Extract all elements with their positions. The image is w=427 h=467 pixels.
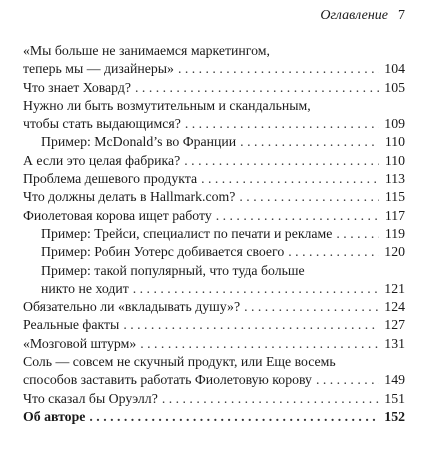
toc-entry[interactable] [23, 298, 405, 316]
toc-line [23, 97, 405, 115]
toc-entry-title: Обязательно ли «вкладывать душу»? [23, 299, 241, 315]
toc-page-number: 121 [384, 280, 405, 296]
toc-entry[interactable] [23, 170, 405, 188]
toc-page-number: 110 [384, 152, 405, 168]
toc-line [23, 280, 405, 298]
toc-line [23, 408, 405, 426]
toc-line [23, 316, 405, 334]
dot-leader [135, 79, 379, 97]
page-number: 7 [398, 8, 405, 23]
toc-entry[interactable] [23, 133, 405, 151]
toc-entry[interactable] [23, 188, 405, 206]
toc-entry-title: А если это целая фабрика? [23, 152, 181, 168]
toc-entry[interactable] [23, 207, 405, 225]
dot-leader [239, 188, 379, 206]
toc-line [23, 262, 405, 280]
toc-entry[interactable] [23, 152, 405, 170]
toc-line [23, 115, 405, 133]
toc-line [23, 353, 405, 371]
dot-leader [240, 133, 379, 151]
toc-entry[interactable] [23, 243, 405, 261]
toc-page-number: 131 [384, 335, 405, 351]
toc-page-number: 149 [384, 372, 405, 388]
toc-entry[interactable] [23, 42, 405, 79]
toc-page-number: 120 [384, 244, 405, 260]
toc-line [23, 79, 405, 97]
dot-leader [133, 280, 379, 298]
toc-line [23, 207, 405, 225]
dot-leader [123, 316, 379, 334]
toc-page-number: 113 [384, 171, 405, 187]
toc-entry-title: теперь мы — дизайнеры» [23, 61, 174, 77]
toc-line [23, 170, 405, 188]
toc-page-number: 105 [384, 79, 405, 95]
toc-entry-title: Нужно ли быть возмутительным и скандальным, [23, 97, 311, 113]
toc-page-number: 152 [384, 408, 405, 424]
toc-entry-title: Пример: Робин Уотерс добивается своего [41, 244, 285, 260]
toc-page-number: 115 [384, 189, 405, 205]
toc-entry-title: Об авторе [23, 408, 86, 424]
toc-line [23, 60, 405, 78]
toc-page-number: 119 [384, 225, 405, 241]
toc-page-number: 117 [384, 207, 405, 223]
toc-line [23, 133, 405, 151]
dot-leader [244, 298, 379, 316]
toc-entry[interactable] [23, 225, 405, 243]
toc-line [23, 335, 405, 353]
toc-line [23, 152, 405, 170]
toc-line [23, 371, 405, 389]
toc-entry-title: Что должны делать в Hallmark.com? [23, 189, 236, 205]
toc-page-number: 151 [384, 390, 405, 406]
toc-line [23, 243, 405, 261]
dot-leader [201, 170, 379, 188]
toc-line [23, 188, 405, 206]
dot-leader [178, 60, 379, 78]
toc-entry-title: Что знает Ховард? [23, 79, 132, 95]
toc-entry-title: «Мозговой штурм» [23, 335, 137, 351]
toc-page-number: 127 [384, 317, 405, 333]
toc-page-number: 109 [384, 116, 405, 132]
toc-entry[interactable] [23, 262, 405, 299]
table-of-contents [23, 42, 405, 426]
dot-leader [216, 207, 379, 225]
toc-entry[interactable] [23, 79, 405, 97]
toc-entry-title: способов заставить работать Фиолетовую корову [23, 372, 312, 388]
toc-entry[interactable] [23, 97, 405, 134]
toc-entry-title: Соль — совсем не скучный продукт, или Еще восемь [23, 354, 336, 370]
running-head-title: Оглавление [320, 8, 388, 23]
toc-line [23, 225, 405, 243]
toc-line [23, 390, 405, 408]
toc-entry-title: никто не ходит [41, 280, 129, 296]
running-head [320, 8, 405, 24]
toc-page-number: 124 [384, 299, 405, 315]
dot-leader [140, 335, 379, 353]
dot-leader [89, 408, 379, 426]
dot-leader [184, 152, 379, 170]
dot-leader [162, 390, 379, 408]
toc-entry[interactable] [23, 390, 405, 408]
toc-entry-title: чтобы стать выдающимся? [23, 116, 181, 132]
toc-page-number: 104 [384, 61, 405, 77]
toc-line [23, 298, 405, 316]
toc-entry-title: «Мы больше не занимаемся маркетингом, [23, 43, 270, 58]
dot-leader [316, 371, 379, 389]
dot-leader [185, 115, 379, 133]
toc-entry-title: Проблема дешевого продукта [23, 171, 198, 187]
toc-entry-title: Пример: такой популярный, что туда больше [41, 262, 305, 278]
dot-leader [336, 225, 379, 243]
toc-entry-title: Пример: McDonald’s во Франции [41, 134, 237, 150]
toc-line [23, 42, 405, 60]
toc-entry[interactable] [23, 335, 405, 353]
toc-page-number: 110 [384, 134, 405, 150]
toc-entry-title: Фиолетовая корова ищет работу [23, 207, 212, 223]
toc-entry[interactable] [23, 408, 405, 426]
toc-entry[interactable] [23, 316, 405, 334]
toc-entry-title: Реальные факты [23, 317, 120, 333]
dot-leader [288, 243, 379, 261]
toc-entry[interactable] [23, 353, 405, 390]
toc-entry-title: Что сказал бы Оруэлл? [23, 390, 158, 406]
toc-entry-title: Пример: Трейси, специалист по печати и рекламе [41, 225, 333, 241]
